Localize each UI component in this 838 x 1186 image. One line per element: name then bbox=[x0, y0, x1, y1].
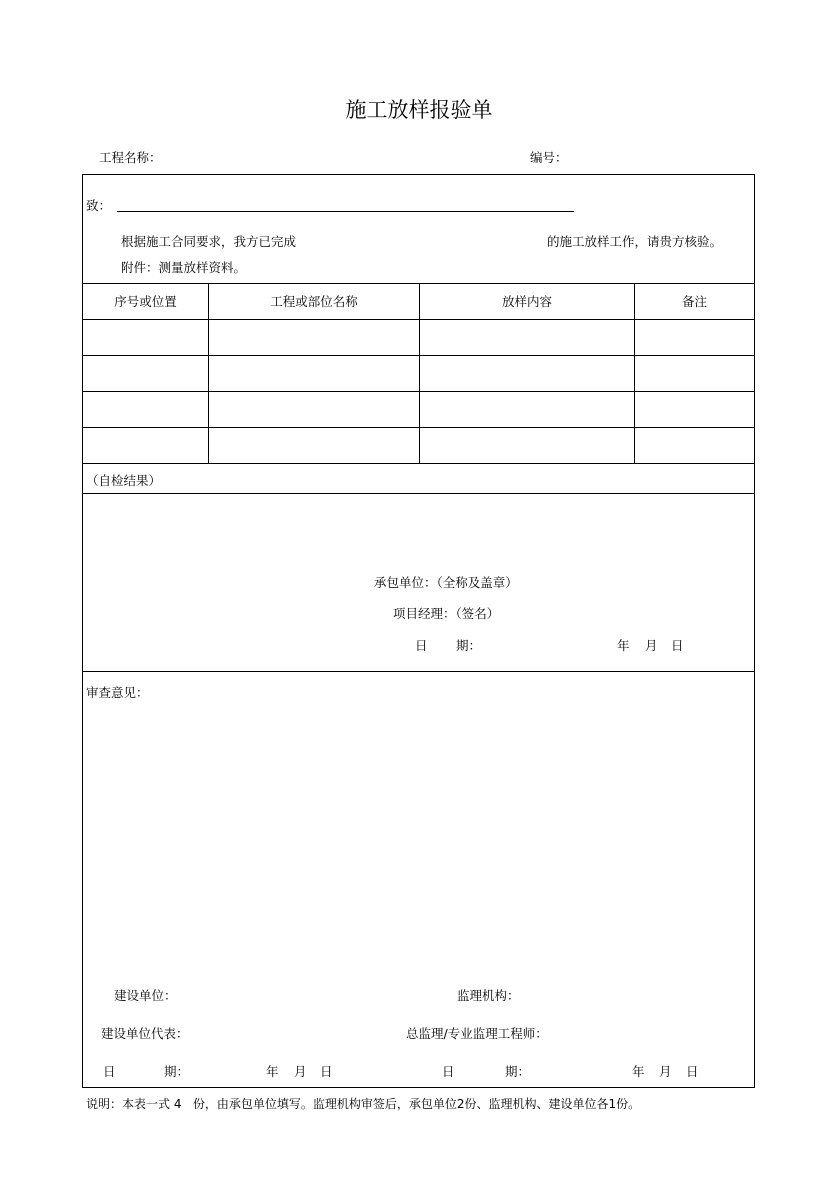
table-cell[interactable] bbox=[210, 321, 418, 354]
self-check-label: （自检结果） bbox=[86, 473, 162, 488]
review-divider bbox=[82, 671, 755, 672]
month-label: 月 bbox=[294, 1064, 307, 1079]
month-label: 月 bbox=[659, 1064, 672, 1079]
request-text-b: 的施工放样工作，请贵方核验。 bbox=[547, 234, 723, 249]
year-label: 年 bbox=[632, 1064, 645, 1079]
date-day-char: 日 bbox=[103, 1064, 116, 1079]
year-label: 年 bbox=[266, 1064, 279, 1079]
col-header-part-name: 工程或部位名称 bbox=[270, 294, 358, 309]
day-label: 日 bbox=[671, 638, 684, 653]
self-check-divider bbox=[82, 493, 755, 494]
table-cell[interactable] bbox=[84, 321, 207, 354]
project-name-label: 工程名称： bbox=[99, 150, 162, 165]
number-label: 编号： bbox=[530, 150, 568, 165]
footer-note: 说明：本表一式 4 份，由承包单位填写。监理机构审签后，承包单位2份、监理机构、建设单位各1份。 bbox=[86, 1097, 641, 1111]
contractor-label: 承包单位：（全称及盖章） bbox=[374, 575, 518, 590]
date-day-char: 日 bbox=[442, 1064, 455, 1079]
page-title: 施工放样报验单 bbox=[345, 98, 493, 122]
day-label: 日 bbox=[320, 1064, 333, 1079]
request-text-a: 根据施工合同要求，我方已完成 bbox=[121, 234, 297, 249]
col-header-position: 序号或位置 bbox=[114, 294, 177, 309]
day-label: 日 bbox=[686, 1064, 699, 1079]
owner-rep-label: 建设单位代表： bbox=[101, 1026, 189, 1041]
supervision-label: 监理机构： bbox=[457, 988, 520, 1003]
year-label: 年 bbox=[617, 638, 630, 653]
month-label: 月 bbox=[645, 638, 658, 653]
table-cell[interactable] bbox=[421, 321, 633, 354]
manager-label: 项目经理：（签名） bbox=[393, 606, 500, 621]
review-label: 审查意见： bbox=[86, 685, 149, 700]
date-period-label: 期： bbox=[164, 1064, 190, 1079]
owner-unit-label: 建设单位： bbox=[114, 988, 177, 1003]
date-period-label: 期： bbox=[456, 638, 482, 653]
table-bottom-line bbox=[82, 463, 755, 464]
table-cell[interactable] bbox=[636, 321, 753, 354]
chief-supervisor-label: 总监理/专业监理工程师： bbox=[406, 1026, 548, 1041]
to-label: 致： bbox=[86, 198, 112, 213]
col-header-remark: 备注 bbox=[681, 294, 707, 309]
to-underline[interactable] bbox=[117, 211, 574, 212]
attachment-text: 附件：测量放样资料。 bbox=[121, 260, 247, 275]
date-day-char: 日 bbox=[415, 638, 428, 653]
date-period-label: 期： bbox=[505, 1064, 531, 1079]
col-header-content: 放样内容 bbox=[501, 294, 552, 309]
